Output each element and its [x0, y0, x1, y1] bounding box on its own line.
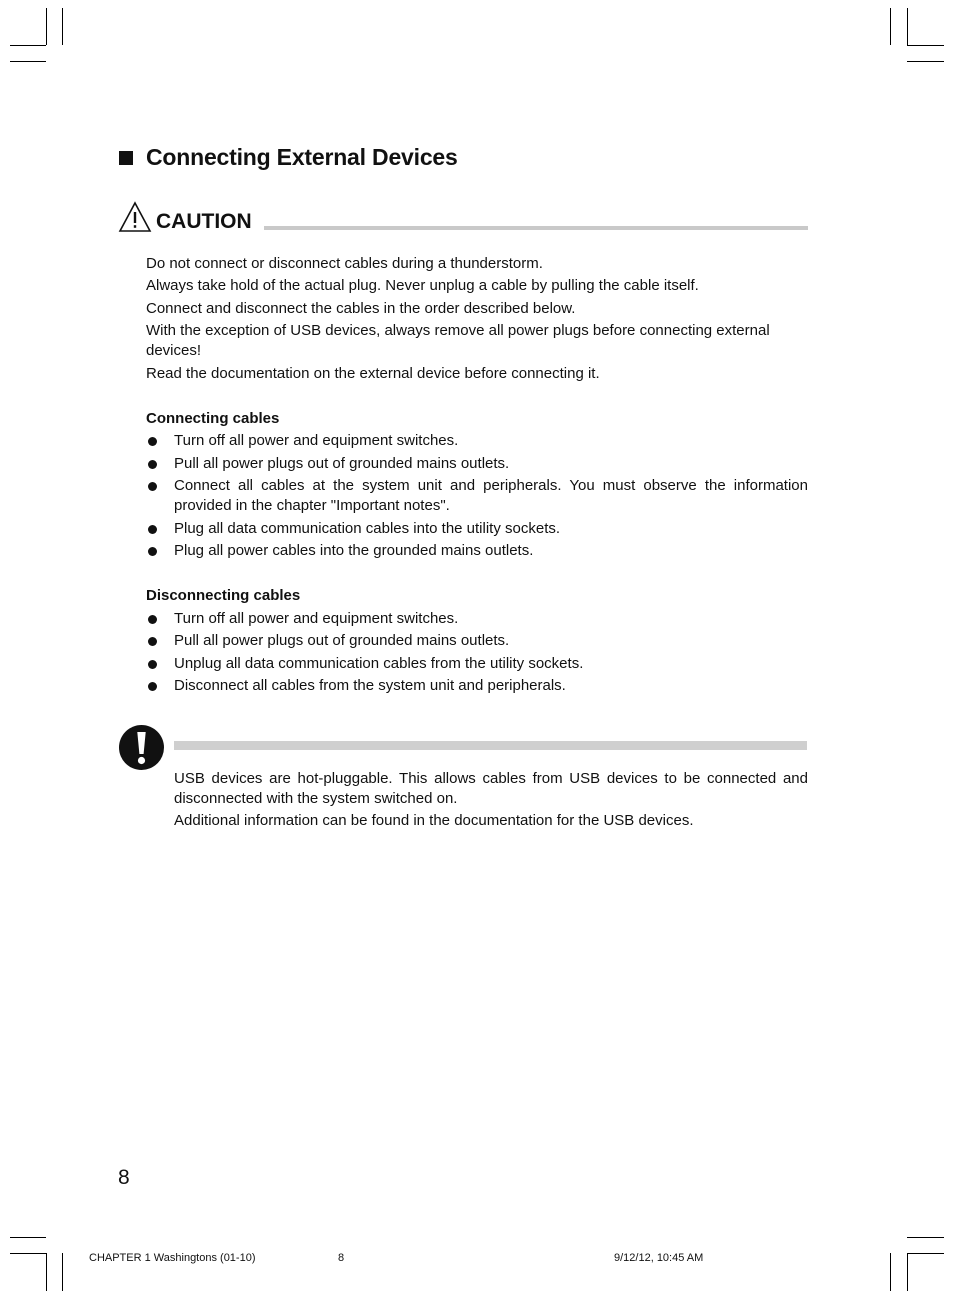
bullet-dot-icon [148, 525, 157, 534]
list-item [147, 654, 808, 674]
footer-filename: CHAPTER 1 Washingtons (01-10) [89, 1252, 256, 1264]
list-item [147, 676, 808, 696]
crop-mark [907, 1237, 944, 1238]
crop-mark [890, 1253, 891, 1291]
disconnecting-heading: Disconnecting cables [146, 587, 301, 604]
list-item-text: Disconnect all cables from the system unit and peripherals. [174, 677, 566, 694]
caution-divider [264, 226, 808, 230]
bullet-dot-icon [148, 547, 157, 556]
crop-mark [907, 8, 908, 45]
crop-mark [10, 45, 46, 46]
list-item-text: Plug all power cables into the grounded mains outlets. [174, 542, 534, 559]
crop-mark [62, 8, 63, 45]
crop-mark [907, 61, 944, 62]
list-item [147, 454, 808, 474]
caution-label: CAUTION [156, 210, 252, 233]
warning-triangle-icon [118, 201, 152, 233]
list-item [147, 541, 808, 561]
bullet-dot-icon [148, 615, 157, 624]
exclamation-note-icon [119, 725, 164, 770]
caution-header [118, 201, 808, 233]
page-title: Connecting External Devices [146, 144, 458, 170]
bullet-dot-icon [148, 682, 157, 691]
bullet-dot-icon [148, 460, 157, 469]
crop-mark [907, 1253, 908, 1291]
square-bullet-icon [119, 151, 133, 165]
crop-mark [907, 1253, 944, 1254]
crop-mark [10, 1253, 46, 1254]
bullet-dot-icon [148, 637, 157, 646]
note-text: Additional information can be found in the documentation for the USB devices. [174, 812, 694, 829]
crop-mark [10, 1237, 46, 1238]
crop-mark [46, 1253, 47, 1291]
note-divider [174, 741, 807, 750]
crop-mark [46, 8, 47, 45]
page-number: 8 [118, 1166, 130, 1189]
list-item [147, 476, 808, 516]
connecting-heading: Connecting cables [146, 410, 280, 427]
list-item-text: Connect all cables at the system unit and peripherals. You must observe the information provided in the chapter "Important notes". [174, 477, 808, 514]
crop-mark [890, 8, 891, 45]
section-title [119, 144, 458, 171]
list-item-text: Turn off all power and equipment switches. [174, 432, 459, 449]
bullet-dot-icon [148, 437, 157, 446]
list-item-text: Pull all power plugs out of grounded mains outlets. [174, 632, 510, 649]
caution-text: With the exception of USB devices, always remove all power plugs before connecting external devices! [146, 322, 770, 359]
crop-mark [10, 61, 46, 62]
list-item [147, 519, 808, 539]
list-item-text: Pull all power plugs out of grounded mains outlets. [174, 455, 510, 472]
caution-text: Always take hold of the actual plug. Never unplug a cable by pulling the cable itself. [146, 277, 699, 294]
list-item-text: Plug all data communication cables into the utility sockets. [174, 520, 561, 537]
note-text: USB devices are hot-pluggable. This allows cables from USB devices to be connected and disconnected with the system switched on. [174, 770, 808, 807]
crop-mark [907, 45, 944, 46]
caution-text: Connect and disconnect the cables in the order described below. [146, 300, 576, 317]
list-item-text: Turn off all power and equipment switches. [174, 610, 459, 627]
list-item-text: Unplug all data communication cables from the utility sockets. [174, 655, 584, 672]
list-item [147, 431, 808, 451]
bullet-dot-icon [148, 482, 157, 491]
caution-text: Read the documentation on the external device before connecting it. [146, 365, 600, 382]
footer-timestamp: 9/12/12, 10:45 AM [614, 1252, 704, 1264]
footer-page: 8 [338, 1252, 345, 1264]
caution-text: Do not connect or disconnect cables during a thunderstorm. [146, 255, 543, 272]
crop-mark [62, 1253, 63, 1291]
list-item [147, 631, 808, 651]
list-item [147, 609, 808, 629]
bullet-dot-icon [148, 660, 157, 669]
